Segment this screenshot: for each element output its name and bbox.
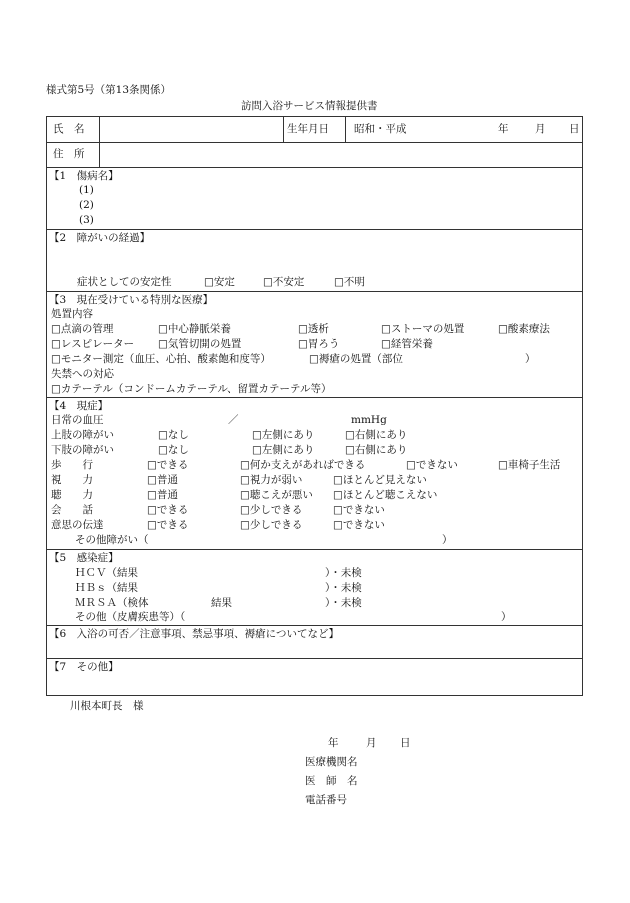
row-divider [47,229,582,230]
upper-limb-none: □なし [158,429,189,441]
bp-slash: ／ [228,414,239,426]
opt-monitor: □モニター測定（血圧、心拍、酸素飽和度等） [51,353,271,365]
communication-label: 意思の伝達 [51,519,104,531]
hcv-label: ＨＣＶ（結果 [75,567,138,579]
hcv-untested: ）・未検 [325,567,362,579]
mrsa-result-label: 結果 [211,597,232,609]
row-divider [47,167,582,168]
day-unit: 日 [569,123,580,135]
skin-disease-label: その他（皮膚疾患等）（ [75,611,186,623]
stability-unknown: □不明 [334,276,365,288]
stability-unstable: □不安定 [263,276,305,288]
opt-ivh: □中心静脈栄養 [158,323,231,335]
year-unit: 年 [498,123,509,135]
diagnosis-2: (2) [79,199,94,211]
opt-catheter: □カテーテル（コンドームカテーテル、留置カテーテル等） [51,383,332,395]
opt-bedsore: □褥瘡の処置（部位 [309,353,403,365]
section-5-title: 【5 感染症】 [49,552,119,564]
walking-with-support: □何か支えがあればできる [240,459,366,471]
month-unit: 月 [535,123,546,135]
opt-dialysis: □透析 [298,323,329,335]
addressee: 川根本町長 様 [70,700,144,712]
footer-year-unit: 年 [328,737,339,749]
lower-limb-none: □なし [158,444,189,456]
diagnosis-3: (3) [79,214,94,226]
section-2-title: 【2 障がいの経過】 [49,232,151,244]
lower-limb-left: □左側にあり [252,444,315,456]
hearing-label: 聴 力 [51,489,93,501]
page-title: 訪問入浴サービス情報提供書 [241,100,378,112]
opt-gastrostomy: □胃ろう [298,338,340,350]
lower-limb-label: 下肢の障がい [51,444,114,456]
walking-can: □できる [147,459,189,471]
row-divider [47,658,582,659]
vision-label: 視 力 [51,474,93,486]
treatment-subtitle: 処置内容 [51,308,93,320]
address-label: 住 所 [53,148,85,160]
opt-respirator: □レスピレーター [51,338,135,350]
opt-oxygen: □酸素療法 [498,323,550,335]
lower-limb-right: □右側にあり [345,444,408,456]
footer-month-unit: 月 [366,737,377,749]
opt-tube-feeding: □経管栄養 [381,338,433,350]
col-divider [99,117,100,167]
section-1-title: 【1 傷病名】 [49,170,119,182]
vision-normal: □普通 [147,474,178,486]
bedsore-close: ） [525,353,536,365]
row-divider [47,142,582,143]
name-label: 氏 名 [53,123,85,135]
opt-stoma: □ストーマの処置 [381,323,465,335]
hbs-label: ＨＢｓ（結果 [75,582,138,594]
walking-wheelchair: □車椅子生活 [498,459,561,471]
section-4-title: 【4 現症】 [49,400,109,412]
institution-label: 医療機関名 [305,756,358,768]
incontinence-subtitle: 失禁への対応 [51,368,114,380]
bp-label: 日常の血圧 [51,414,104,426]
speech-label: 会 話 [51,504,93,516]
other-disability-close: ） [442,534,453,546]
row-divider [47,397,582,398]
hearing-poor: □聴こえが悪い [240,489,313,501]
speech-can: □できる [147,504,189,516]
col-divider [345,117,346,142]
era-options: 昭和・平成 [354,123,407,135]
col-divider [283,117,284,142]
walking-cannot: □できない [406,459,458,471]
footer-day-unit: 日 [400,737,411,749]
mrsa-label: ＭＲＳＡ（検体 [75,597,149,609]
diagnosis-1: (1) [79,184,94,196]
upper-limb-left: □左側にあり [252,429,315,441]
other-disability: その他障がい（ [75,534,149,546]
section-6-title: 【6 入浴の可否／注意事項、禁忌事項、褥瘡についてなど】 [49,628,339,640]
vision-almost-blind: □ほとんど見えない [333,474,427,486]
opt-tracheotomy: □気管切開の処置 [158,338,242,350]
opt-drip: □点滴の管理 [51,323,114,335]
vision-weak: □視力が弱い [240,474,303,486]
communication-can: □できる [147,519,189,531]
speech-little: □少しできる [240,504,303,516]
upper-limb-right: □右側にあり [345,429,408,441]
communication-cannot: □できない [333,519,385,531]
skin-disease-close: ） [501,611,512,623]
section-7-title: 【7 その他】 [49,661,119,673]
form-number: 様式第5号（第13条関係） [46,84,172,96]
bp-unit: mmHg [351,414,387,426]
birth-label: 生年月日 [287,123,329,135]
hbs-untested: ）・未検 [325,582,362,594]
section-3-title: 【3 現在受けている特別な医療】 [49,294,214,306]
mrsa-untested: ）・未検 [325,597,362,609]
row-divider [47,625,582,626]
walking-label: 歩 行 [51,459,93,471]
speech-cannot: □できない [333,504,385,516]
upper-limb-label: 上肢の障がい [51,429,114,441]
stability-label: 症状としての安定性 [77,276,172,288]
phone-label: 電話番号 [305,794,347,806]
stability-stable: □安定 [204,276,235,288]
hearing-almost-deaf: □ほとんど聴こえない [333,489,438,501]
hearing-normal: □普通 [147,489,178,501]
communication-little: □少しできる [240,519,303,531]
row-divider [47,291,582,292]
doctor-label: 医 師 名 [305,775,358,787]
info-form [46,116,583,696]
row-divider [47,549,582,550]
